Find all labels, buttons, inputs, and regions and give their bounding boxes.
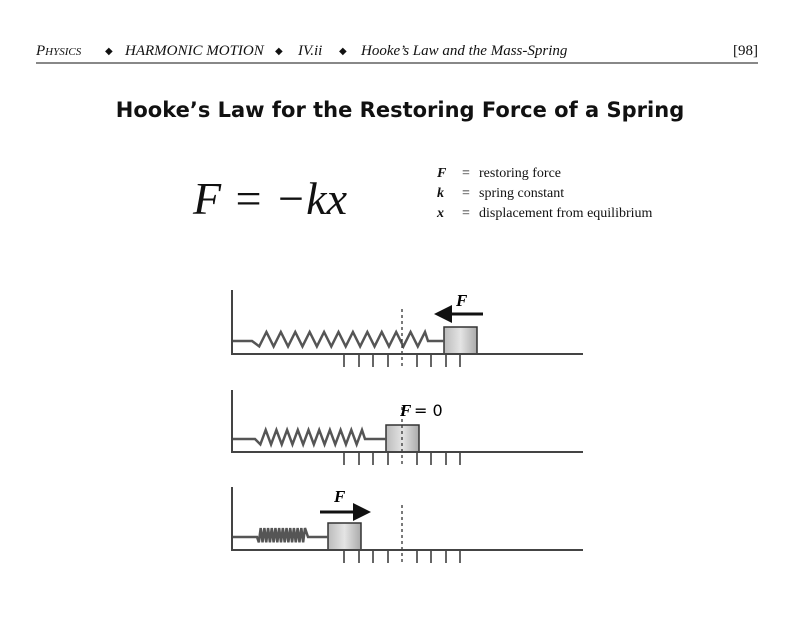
header-subject: Physics	[36, 43, 82, 59]
legend-equals: =	[462, 166, 470, 181]
spring	[232, 528, 328, 542]
header-topic: Hooke’s Law and the Mass-Spring	[361, 43, 568, 59]
legend-desc: restoring force	[479, 166, 562, 181]
hookes-law-equation: F = −kx	[193, 173, 348, 224]
force-label-compressed: F	[334, 487, 346, 506]
legend-symbol: F	[437, 166, 447, 181]
force-zero-label: = 0	[414, 401, 443, 420]
force-label-equilibrium: F	[400, 401, 412, 420]
legend-equals: =	[462, 186, 470, 201]
bullet-icon: ◆	[339, 46, 347, 57]
wall-and-floor	[232, 290, 583, 354]
legend-equals: =	[462, 206, 470, 221]
mass-block	[444, 327, 477, 354]
spring	[232, 332, 444, 346]
bullet-icon: ◆	[275, 46, 283, 57]
legend-desc: spring constant	[479, 186, 565, 201]
header-section: IV.ii	[298, 43, 323, 59]
page-number: [98]	[733, 43, 758, 59]
force-label-stretched: F	[456, 291, 468, 310]
legend-symbol: k	[437, 186, 444, 201]
legend-symbol: x	[437, 206, 444, 221]
page-title: Hooke’s Law for the Restoring Force of a Spring	[115, 98, 685, 122]
spring	[232, 430, 386, 444]
header-chapter: HARMONIC MOTION	[125, 43, 264, 59]
legend-desc: displacement from equilibrium	[479, 206, 653, 221]
mass-block	[328, 523, 361, 550]
bullet-icon: ◆	[105, 46, 113, 57]
